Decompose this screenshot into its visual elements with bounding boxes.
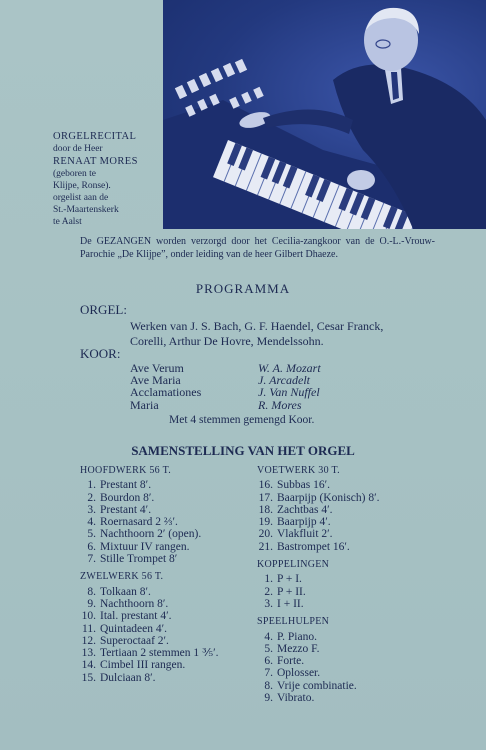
list-item: 18. Zachtbas 4′. — [258, 503, 333, 516]
list-item: 3. I + II. — [264, 597, 304, 610]
speelhulpen-heading: SPEELHULPEN — [257, 616, 330, 628]
list-item: 9. Vibrato. — [264, 692, 315, 705]
song-title: Ave Maria — [130, 373, 181, 388]
organist-name: RENAAT MORES — [53, 156, 138, 167]
gezangen-note: De GEZANGEN worden verzorgd door het Cecilia-zangkoor van de O.-L.-Vrouw-Parochie „De Klijpe”, onder leiding van de heer Gilbert Dhaeze. — [80, 236, 435, 260]
list-item: 21. Bastrompet 16′. — [258, 540, 350, 553]
organ-console-illustration — [163, 0, 486, 229]
list-item: 15. Dulciaan 8′. — [81, 671, 156, 684]
orgel-heading: ORGEL: — [80, 302, 127, 317]
koppelingen-heading: KOPPELINGEN — [257, 559, 330, 571]
zwelwerk-heading: ZWELWERK 56 T. — [80, 571, 164, 583]
list-item: 12. Superoctaaf 2′. — [81, 634, 169, 647]
list-item: 17. Baarpijp (Konisch) 8′. — [258, 491, 380, 504]
caption-line: Klijpe, Ronse). — [53, 181, 111, 191]
list-item: 3. Prestant 4′. — [87, 503, 152, 516]
list-item: 20. Vlakfluit 2′. — [258, 528, 333, 541]
samenstelling-heading: SAMENSTELLING VAN HET ORGEL — [131, 443, 355, 458]
organist-photo — [163, 0, 486, 229]
song-title: Maria — [130, 397, 159, 412]
koor-note: Met 4 stemmen gemengd Koor. — [169, 414, 315, 426]
song-title: Ave Verum — [130, 361, 184, 375]
list-item: 19. Baarpijp 4′. — [258, 516, 331, 529]
list-item: 4. P. Piano. — [264, 630, 317, 643]
list-item: 13. Tertiaan 2 stemmen 1 ⅗′. — [81, 647, 219, 660]
list-item: 6. Mixtuur IV rangen. — [87, 540, 190, 553]
caption-line: door de Heer — [53, 144, 103, 154]
caption-title: ORGELRECITAL — [53, 131, 137, 142]
list-item: 14. Cimbel III rangen. — [81, 659, 186, 672]
list-item: 8. Vrije combinatie. — [264, 679, 357, 692]
list-item: 2. Bourdon 8′. — [87, 491, 155, 504]
list-item: 6. Forte. — [264, 655, 305, 668]
list-item: 7. Stille Trompet 8′ — [87, 553, 178, 566]
list-item: 8. Tolkaan 8′. — [87, 585, 151, 598]
song-composer: R. Mores — [258, 397, 302, 412]
caption-line: orgelist aan de — [53, 193, 109, 203]
orgel-works-line: Werken van J. S. Bach, G. F. Haendel, Cesar Franck, — [130, 319, 384, 333]
list-item: 5. Nachthoorn 2′ (open). — [87, 528, 202, 541]
list-item: 4. Roernasard 2 ⅔′. — [87, 516, 178, 529]
programma-heading: PROGRAMMA — [195, 281, 291, 296]
hoofdwerk-heading: HOOFDWERK 56 T. — [80, 465, 172, 476]
list-item: 1. P + I. — [264, 573, 302, 586]
caption-line: te Aalst — [53, 217, 82, 227]
list-item: 10. Ital. prestant 4′. — [81, 610, 172, 623]
caption-line: (geboren te — [53, 169, 96, 179]
koor-list — [130, 362, 321, 411]
list-item: 5. Mezzo F. — [264, 642, 320, 655]
right-column — [257, 465, 379, 704]
list-item: 1. Prestant 8′. — [87, 479, 152, 492]
song-composer: W. A. Mozart — [258, 361, 321, 375]
list-item: 16. Subbas 16′. — [258, 479, 330, 492]
list-item: 11. Quintadeen 4′. — [82, 622, 168, 635]
orgel-works — [130, 319, 440, 349]
song-composer: J. Arcadelt — [258, 373, 310, 388]
list-item — [130, 399, 321, 411]
orgel-works-line: Corelli, Arthur De Hovre, Mendelssohn. — [130, 334, 324, 348]
list-item: 7. Oplosser. — [264, 667, 321, 680]
song-title: Acclamationes — [130, 385, 202, 400]
list-item: 2. P + II. — [264, 585, 306, 598]
list-item — [130, 386, 321, 398]
recital-caption — [53, 130, 163, 228]
list-item: 9. Nachthoorn 8′. — [87, 597, 169, 610]
caption-line: St.-Maartenskerk — [53, 205, 119, 215]
voetwerk-heading: VOETWERK 30 T. — [257, 465, 340, 476]
koor-heading: KOOR: — [80, 346, 121, 361]
song-composer: J. Van Nuffel — [258, 385, 320, 400]
left-column — [80, 465, 219, 684]
